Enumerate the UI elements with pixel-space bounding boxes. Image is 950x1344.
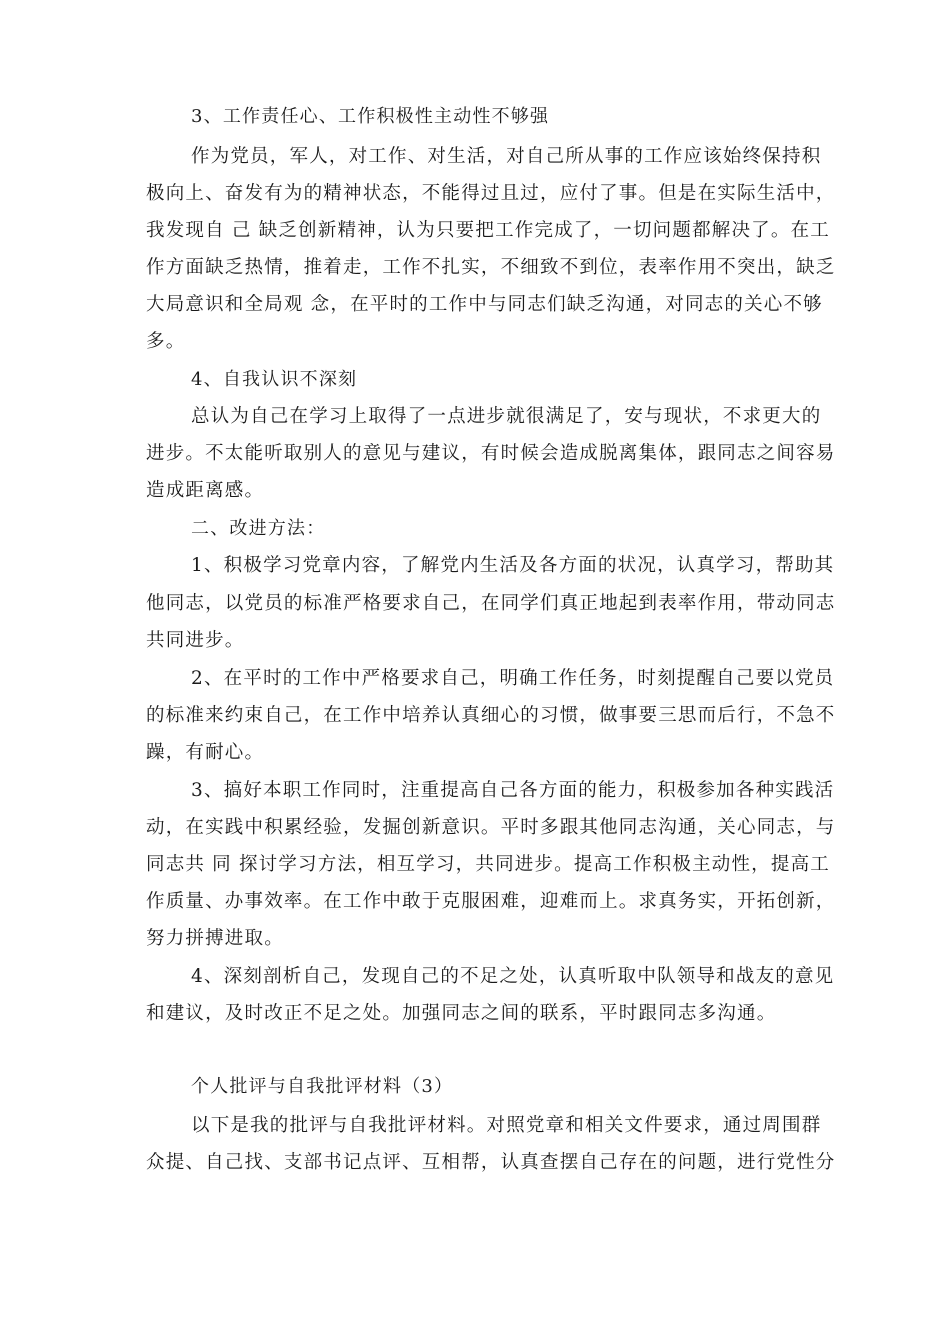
paragraph-line: 同志共 同 探讨学习方法，相互学习，共同进步。提高工作积极主动性，提高工: [146, 854, 830, 875]
paragraph-line: 作为党员，军人，对工作、对生活，对自己所从事的工作应该始终保持积: [191, 146, 822, 167]
paragraph-line: 极向上、奋发有为的精神状态，不能得过且过，应付了事。但是在实际生活中，: [146, 183, 836, 204]
paragraph-line: 他同志，以党员的标准严格要求自己，在同学们真正地起到表率作用，带动同志: [146, 593, 836, 614]
paragraph-line: 4、深刻剖析自己，发现自己的不足之处，认真听取中队领导和战友的意见: [191, 966, 835, 987]
paragraph-line: 2、在平时的工作中严格要求自己，明确工作任务，时刻提醒自己要以党员: [191, 668, 835, 689]
paragraph-line: 造成距离感。: [146, 480, 265, 501]
paragraph-line: 躁，有耐心。: [146, 742, 265, 763]
document-title: 个人批评与自我批评材料（3）: [191, 1076, 454, 1097]
paragraph-line: 努力拼搏进取。: [146, 928, 284, 949]
section-heading: 4、自我认识不深刻: [191, 369, 358, 390]
section-heading: 二、改进方法：: [191, 518, 326, 539]
paragraph-line: 以下是我的批评与自我批评材料。对照党章和相关文件要求，通过周围群: [191, 1115, 822, 1136]
paragraph-line: 1、积极学习党章内容，了解党内生活及各方面的状况，认真学习，帮助其: [191, 555, 835, 576]
paragraph-line: 我发现自 己 缺乏创新精神，认为只要把工作完成了，一切问题都解决了。在工: [146, 220, 830, 241]
paragraph-line: 作质量、办事效率。在工作中敢于克服困难，迎难而上。求真务实，开拓创新，: [146, 891, 836, 912]
paragraph-line: 动，在实践中积累经验，发掘创新意识。平时多跟其他同志沟通，关心同志，与: [146, 817, 836, 838]
paragraph-line: 作方面缺乏热情，推着走，工作不扎实，不细致不到位，表率作用不突出，缺乏: [146, 257, 836, 278]
paragraph-line: 和建议，及时改正不足之处。加强同志之间的联系，平时跟同志多沟通。: [146, 1003, 777, 1024]
paragraph-line: 共同进步。: [146, 630, 245, 651]
paragraph-line: 的标准来约束自己，在工作中培养认真细心的习惯，做事要三思而后行，不急不: [146, 705, 836, 726]
paragraph-line: 进步。不太能听取别人的意见与建议，有时候会造成脱离集体，跟同志之间容易: [146, 443, 836, 464]
paragraph-line: 多。: [146, 331, 186, 352]
paragraph-line: 大局意识和全局观 念，在平时的工作中与同志们缺乏沟通，对同志的关心不够: [146, 294, 823, 315]
paragraph-line: 众提、自己找、支部书记点评、互相帮，认真查摆自己存在的问题，进行党性分: [146, 1152, 836, 1173]
section-heading: 3、工作责任心、工作积极性主动性不够强: [191, 106, 550, 127]
paragraph-line: 3、搞好本职工作同时，注重提高自己各方面的能力，积极参加各种实践活: [191, 780, 835, 801]
paragraph-line: 总认为自己在学习上取得了一点进步就很满足了，安与现状，不求更大的: [191, 406, 822, 427]
